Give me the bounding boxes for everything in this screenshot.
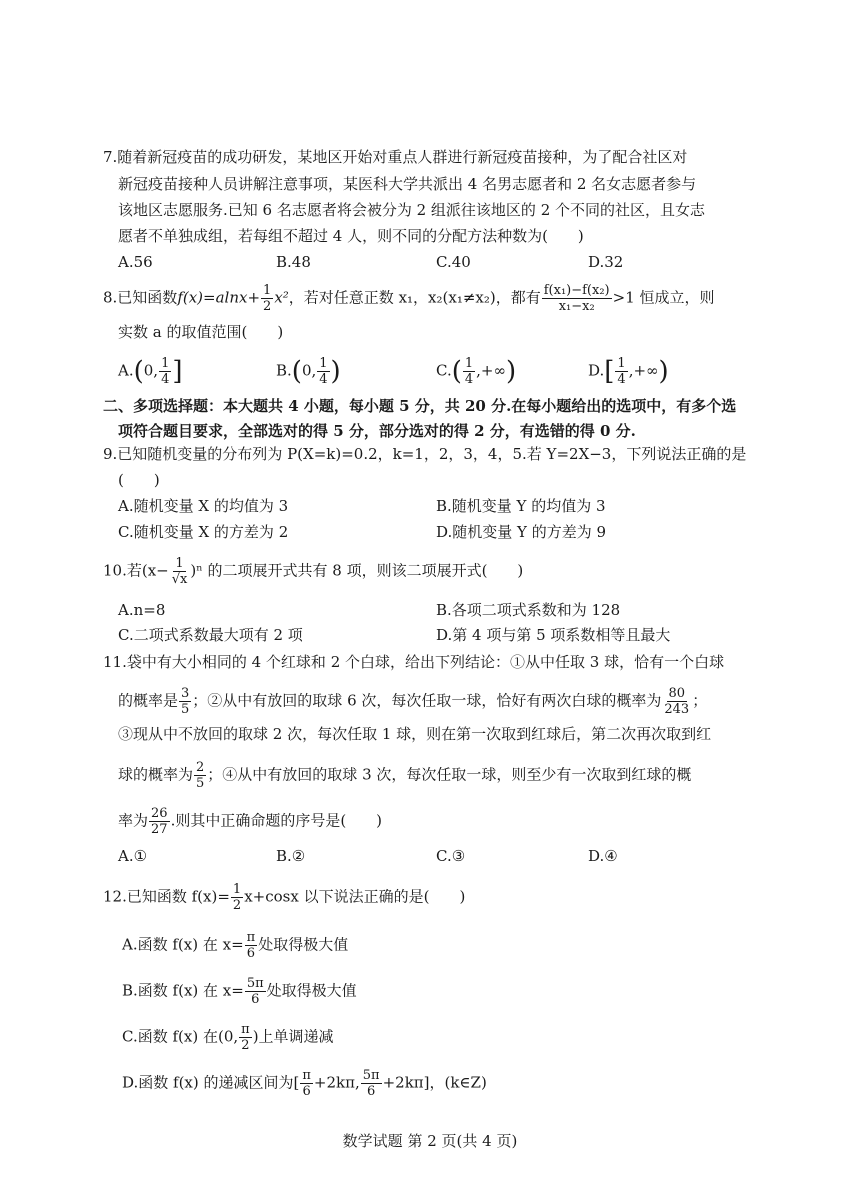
option-text-end: 处取得极大值: [266, 981, 357, 1000]
fraction-denominator: 5: [181, 702, 190, 717]
fraction-denominator: 4: [464, 372, 474, 387]
option-fraction-2: [361, 1068, 382, 1099]
q12-line-1: [103, 882, 465, 913]
option-fraction-1: [300, 1068, 313, 1099]
fraction-denominator: 6: [251, 992, 260, 1007]
option-text-end: )上单调递减: [252, 1027, 334, 1046]
q11-text-d: 球的概率为: [118, 765, 194, 784]
q12-option-a: [122, 930, 348, 961]
fraction-numerator: 1: [464, 356, 474, 371]
fraction-numerator: f(x₁)−f(x₂): [543, 283, 610, 298]
interval-fraction: [463, 356, 475, 387]
q8-condition: ，若对任意正数 x₁，x₂(x₁≠x₂)，都有: [288, 288, 541, 307]
fraction-denominator: x₁−x₂: [558, 299, 595, 314]
fraction-denominator: 5: [196, 776, 205, 791]
q11-fraction-4: [149, 806, 170, 837]
q10-prefix: 10.若(x−: [103, 561, 169, 580]
option-text: C.函数 f(x) 在(0,: [122, 1027, 239, 1046]
q10-option-c: C.二项式系数最大项有 2 项: [118, 626, 303, 644]
fraction-denominator: √x: [171, 572, 188, 587]
q11-line-5: [118, 806, 382, 837]
q7-line-1: 7.随着新冠疫苗的成功研发，某地区开始对重点人群进行新冠疫苗接种，为了配合社区对: [103, 148, 688, 166]
q8-suffix: >1 恒成立，则: [612, 288, 715, 307]
q7-line-4: 愿者不单独成组，若每组不超过 4 人，则不同的分配方法种数为( ): [118, 227, 584, 245]
q8-difference-quotient: [542, 283, 612, 314]
fraction-numerator: 2: [196, 760, 205, 775]
fraction-numerator: 1: [263, 283, 272, 298]
fraction-numerator: 1: [617, 356, 626, 371]
fraction-numerator: 1: [175, 556, 184, 571]
q10-option-d: D.第 4 项与第 5 项系数相等且最大: [436, 626, 671, 644]
fraction-numerator: 1: [232, 882, 242, 897]
q11-text-f: 率为: [118, 811, 149, 830]
q8-line-1: [103, 283, 715, 314]
option-text: A.函数 f(x) 在 x=: [122, 935, 244, 954]
q11-option-c: C.③: [436, 847, 466, 865]
q9-option-a: A.随机变量 X 的均值为 3: [118, 497, 289, 515]
q11-option-b: B.②: [276, 847, 306, 865]
option-text-mid: +2kπ,: [313, 1073, 360, 1092]
page-footer: 数学试题 第 2 页(共 4 页): [342, 1132, 518, 1150]
fraction-numerator: 5π: [246, 976, 264, 991]
fraction-numerator: π: [246, 930, 256, 945]
q7-line-3: 该地区志愿服务.已知 6 名志愿者将会被分为 2 组派往该地区的 2 个不同的社区，且女志: [118, 201, 706, 219]
q11-line-1: 11.袋中有大小相同的 4 个红球和 2 个白球，给出下列结论：①从中任取 3 球，恰有一个白球: [103, 653, 725, 671]
fraction-denominator: 6: [302, 1084, 311, 1099]
q11-line-3: ③现从中不放回的取球 2 次，每次任取 1 球，则在第一次取到红球后，第二次再次取到红: [118, 725, 712, 743]
fraction-numerator: 26: [151, 806, 168, 821]
option-fraction: [245, 930, 258, 961]
option-fraction: [239, 1022, 252, 1053]
option-letter: B.: [276, 361, 292, 380]
q7-option-c: C.40: [436, 253, 471, 271]
fraction-denominator: 2: [263, 299, 272, 314]
interval-end: ,+∞: [476, 361, 506, 380]
q9-option-d: D.随机变量 Y 的方差为 9: [436, 523, 607, 541]
q11-option-d: D.④: [588, 847, 618, 865]
q8-option-b: B.(0, $\frac{1}{4}$ ): [276, 356, 341, 387]
fraction-denominator: 27: [151, 822, 168, 837]
section-2-heading-cont: 项符合题目要求，全部选对的得 5 分，部分选对的得 2 分，有选错的得 0 分.: [118, 422, 636, 440]
interval-fraction: [317, 356, 329, 387]
q8-option-a: A.(0, $\frac{1}{4}$ ]: [118, 356, 183, 387]
q8-prefix: 8.已知函数: [103, 288, 178, 307]
q11-text-g: .则其中正确命题的序号是( ): [170, 811, 383, 830]
fraction-numerator: 3: [181, 686, 190, 701]
q11-text-a: 的概率是: [118, 691, 179, 710]
fraction-numerator: 5π: [362, 1068, 380, 1083]
q12-option-d: [122, 1068, 487, 1099]
q7-line-2: 新冠疫苗接种人员讲解注意事项，某医科大学共派出 4 名男志愿者和 2 名女志愿者参与: [118, 175, 697, 193]
q11-fraction-3: [194, 760, 206, 791]
q8-option-c: C.( $\frac{1}{4}$ ,+∞): [436, 356, 517, 387]
interval-start: 0,: [143, 361, 159, 380]
fraction-denominator: 4: [161, 372, 170, 387]
q8-line-2: 实数 a 的取值范围( ): [118, 323, 284, 341]
q7-option-b: B.48: [276, 253, 311, 271]
interval-end: ,+∞: [628, 361, 659, 380]
q11-text-b: ；②从中有放回的取球 6 次，每次任取一球，恰好有两次白球的概率为: [192, 691, 662, 710]
section-2-heading: 二、多项选择题：本大题共 4 小题，每小题 5 分，共 20 分.在每小题给出的选项中，有多个选: [103, 397, 737, 415]
q11-line-2: [118, 686, 707, 717]
q10-option-b: B.各项二项式系数和为 128: [436, 601, 621, 619]
q10-line-1: [103, 556, 523, 587]
interval-fraction: [615, 356, 627, 387]
q8-option-d: D.[ $\frac{1}{4}$ ,+∞): [588, 356, 669, 387]
option-letter: D.: [588, 361, 605, 380]
q12-option-b: [122, 976, 357, 1007]
fraction-denominator: 2: [241, 1038, 250, 1053]
q9-line-1: 9.已知随机变量的分布列为 P(X=k)=0.2，k=1，2，3，4，5.若 Y=2X−3，下列说法正确的是: [103, 445, 747, 463]
q11-option-a: A.①: [118, 847, 148, 865]
q10-fraction: [170, 556, 190, 587]
option-text-end: +2kπ]，(k∈Z): [382, 1073, 487, 1092]
option-text: B.函数 f(x) 在 x=: [122, 981, 244, 1000]
fraction-numerator: π: [241, 1022, 250, 1037]
q10-suffix: )ⁿ 的二项展开式共有 8 项，则该二项展开式( ): [190, 561, 524, 580]
q12-prefix: 12.已知函数 f(x)=: [103, 887, 230, 906]
q8-function: f(x)=alnx+: [177, 288, 261, 307]
q11-line-4: [118, 760, 691, 791]
q8-x-squared: x²: [274, 288, 289, 307]
option-text-end: 处取得极大值: [258, 935, 349, 954]
q7-option-a: A.56: [118, 253, 153, 271]
q11-fraction-2: [662, 686, 691, 717]
q11-fraction-1: [179, 686, 191, 717]
q9-option-c: C.随机变量 X 的方差为 2: [118, 523, 289, 541]
q12-suffix: x+cosx 以下说法正确的是( ): [244, 887, 466, 906]
interval-fraction: [159, 356, 171, 387]
fraction-denominator: 2: [232, 898, 242, 913]
fraction-numerator: 1: [161, 356, 170, 371]
fraction-numerator: 80: [668, 686, 686, 701]
option-text: D.函数 f(x) 的递减区间为[: [122, 1073, 300, 1092]
fraction-denominator: 6: [367, 1084, 376, 1099]
option-fraction: [245, 976, 266, 1007]
q8-half-fraction: [261, 283, 273, 314]
q9-option-b: B.随机变量 Y 的均值为 3: [436, 497, 606, 515]
q7-option-d: D.32: [588, 253, 624, 271]
q12-fraction: [231, 882, 243, 913]
fraction-denominator: 243: [664, 702, 690, 717]
interval-start: 0,: [301, 361, 317, 380]
q11-text-e: ；④从中有放回的取球 3 次，每次任取一球，则至少有一次取到红球的概: [207, 765, 692, 784]
q11-text-c: ；: [692, 691, 708, 710]
fraction-numerator: π: [302, 1068, 311, 1083]
q12-option-c: [122, 1022, 334, 1053]
q10-option-a: A.n=8: [118, 601, 166, 619]
q9-line-2: ( ): [118, 471, 160, 489]
fraction-denominator: 4: [617, 372, 626, 387]
fraction-numerator: 1: [319, 356, 328, 371]
fraction-denominator: 4: [319, 372, 328, 387]
option-letter: A.: [118, 361, 134, 380]
fraction-denominator: 6: [246, 946, 256, 961]
option-letter: C.: [436, 361, 452, 380]
